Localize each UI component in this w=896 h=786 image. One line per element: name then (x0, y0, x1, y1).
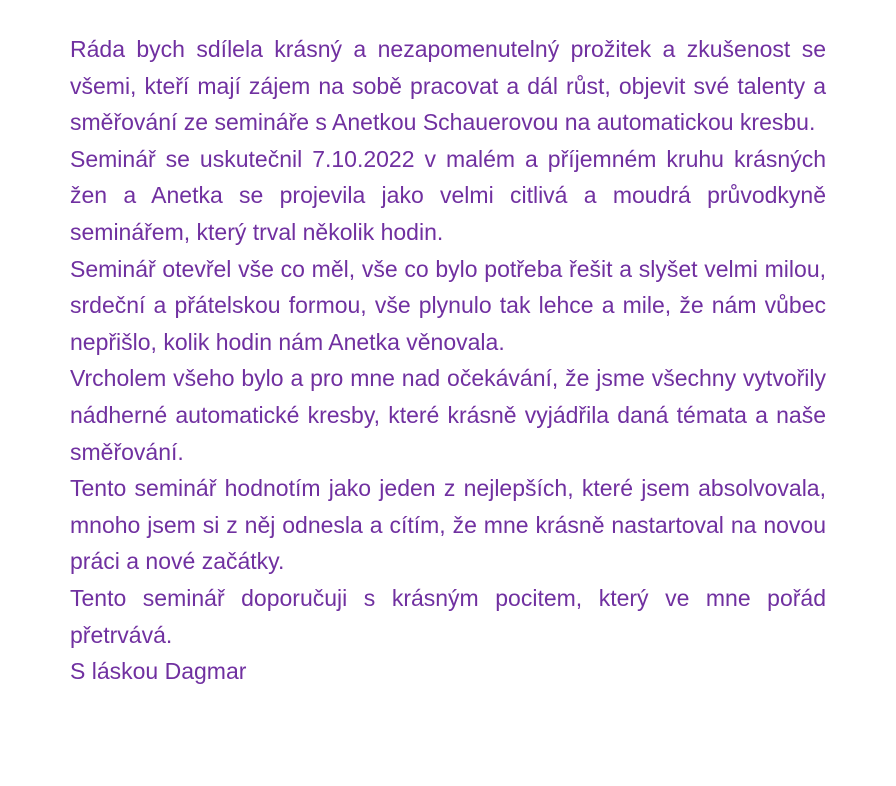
paragraph-evaluation: Tento seminář hodnotím jako jeden z nejlepších, které jsem absolvovala, mnoho jsem si z něj odnesla a cítím, že mne krásně nastartoval na novou práci a nové začátky. (70, 475, 826, 575)
paragraph-highlight: Vrcholem všeho bylo a pro mne nad očekávání, že jsme všechny vytvořily nádherné automatické kresby, které krásně vyjádřila daná témata a naše směřování. (70, 365, 826, 465)
paragraph-intro: Ráda bych sdílela krásný a nezapomenutelný prožitek a zkušenost se všemi, kteří mají zájem na sobě pracovat a dál růst, objevit své talenty a směřování ze semináře s Anetkou Schauerovou na automatickou kresbu. (70, 36, 826, 136)
paragraph-seminar-date: Seminář se uskutečnil 7.10.2022 v malém a příjemném kruhu krásných žen a Anetka se projevila jako velmi citlivá a moudrá průvodkyně seminářem, který trval několik hodin. (70, 145, 826, 245)
testimonial-document (70, 31, 826, 690)
paragraph-recommendation: Tento seminář doporučuji s krásným pocitem, který ve mne pořád přetrvává. (70, 584, 826, 648)
signature: S láskou Dagmar (70, 658, 247, 685)
paragraph-seminar-form: Seminář otevřel vše co měl, vše co bylo potřeba řešit a slyšet velmi milou, srdeční a přátelskou formou, vše plynulo tak lehce a mile, že nám vůbec nepřišlo, kolik hodin nám Anetka věnovala. (70, 255, 826, 355)
